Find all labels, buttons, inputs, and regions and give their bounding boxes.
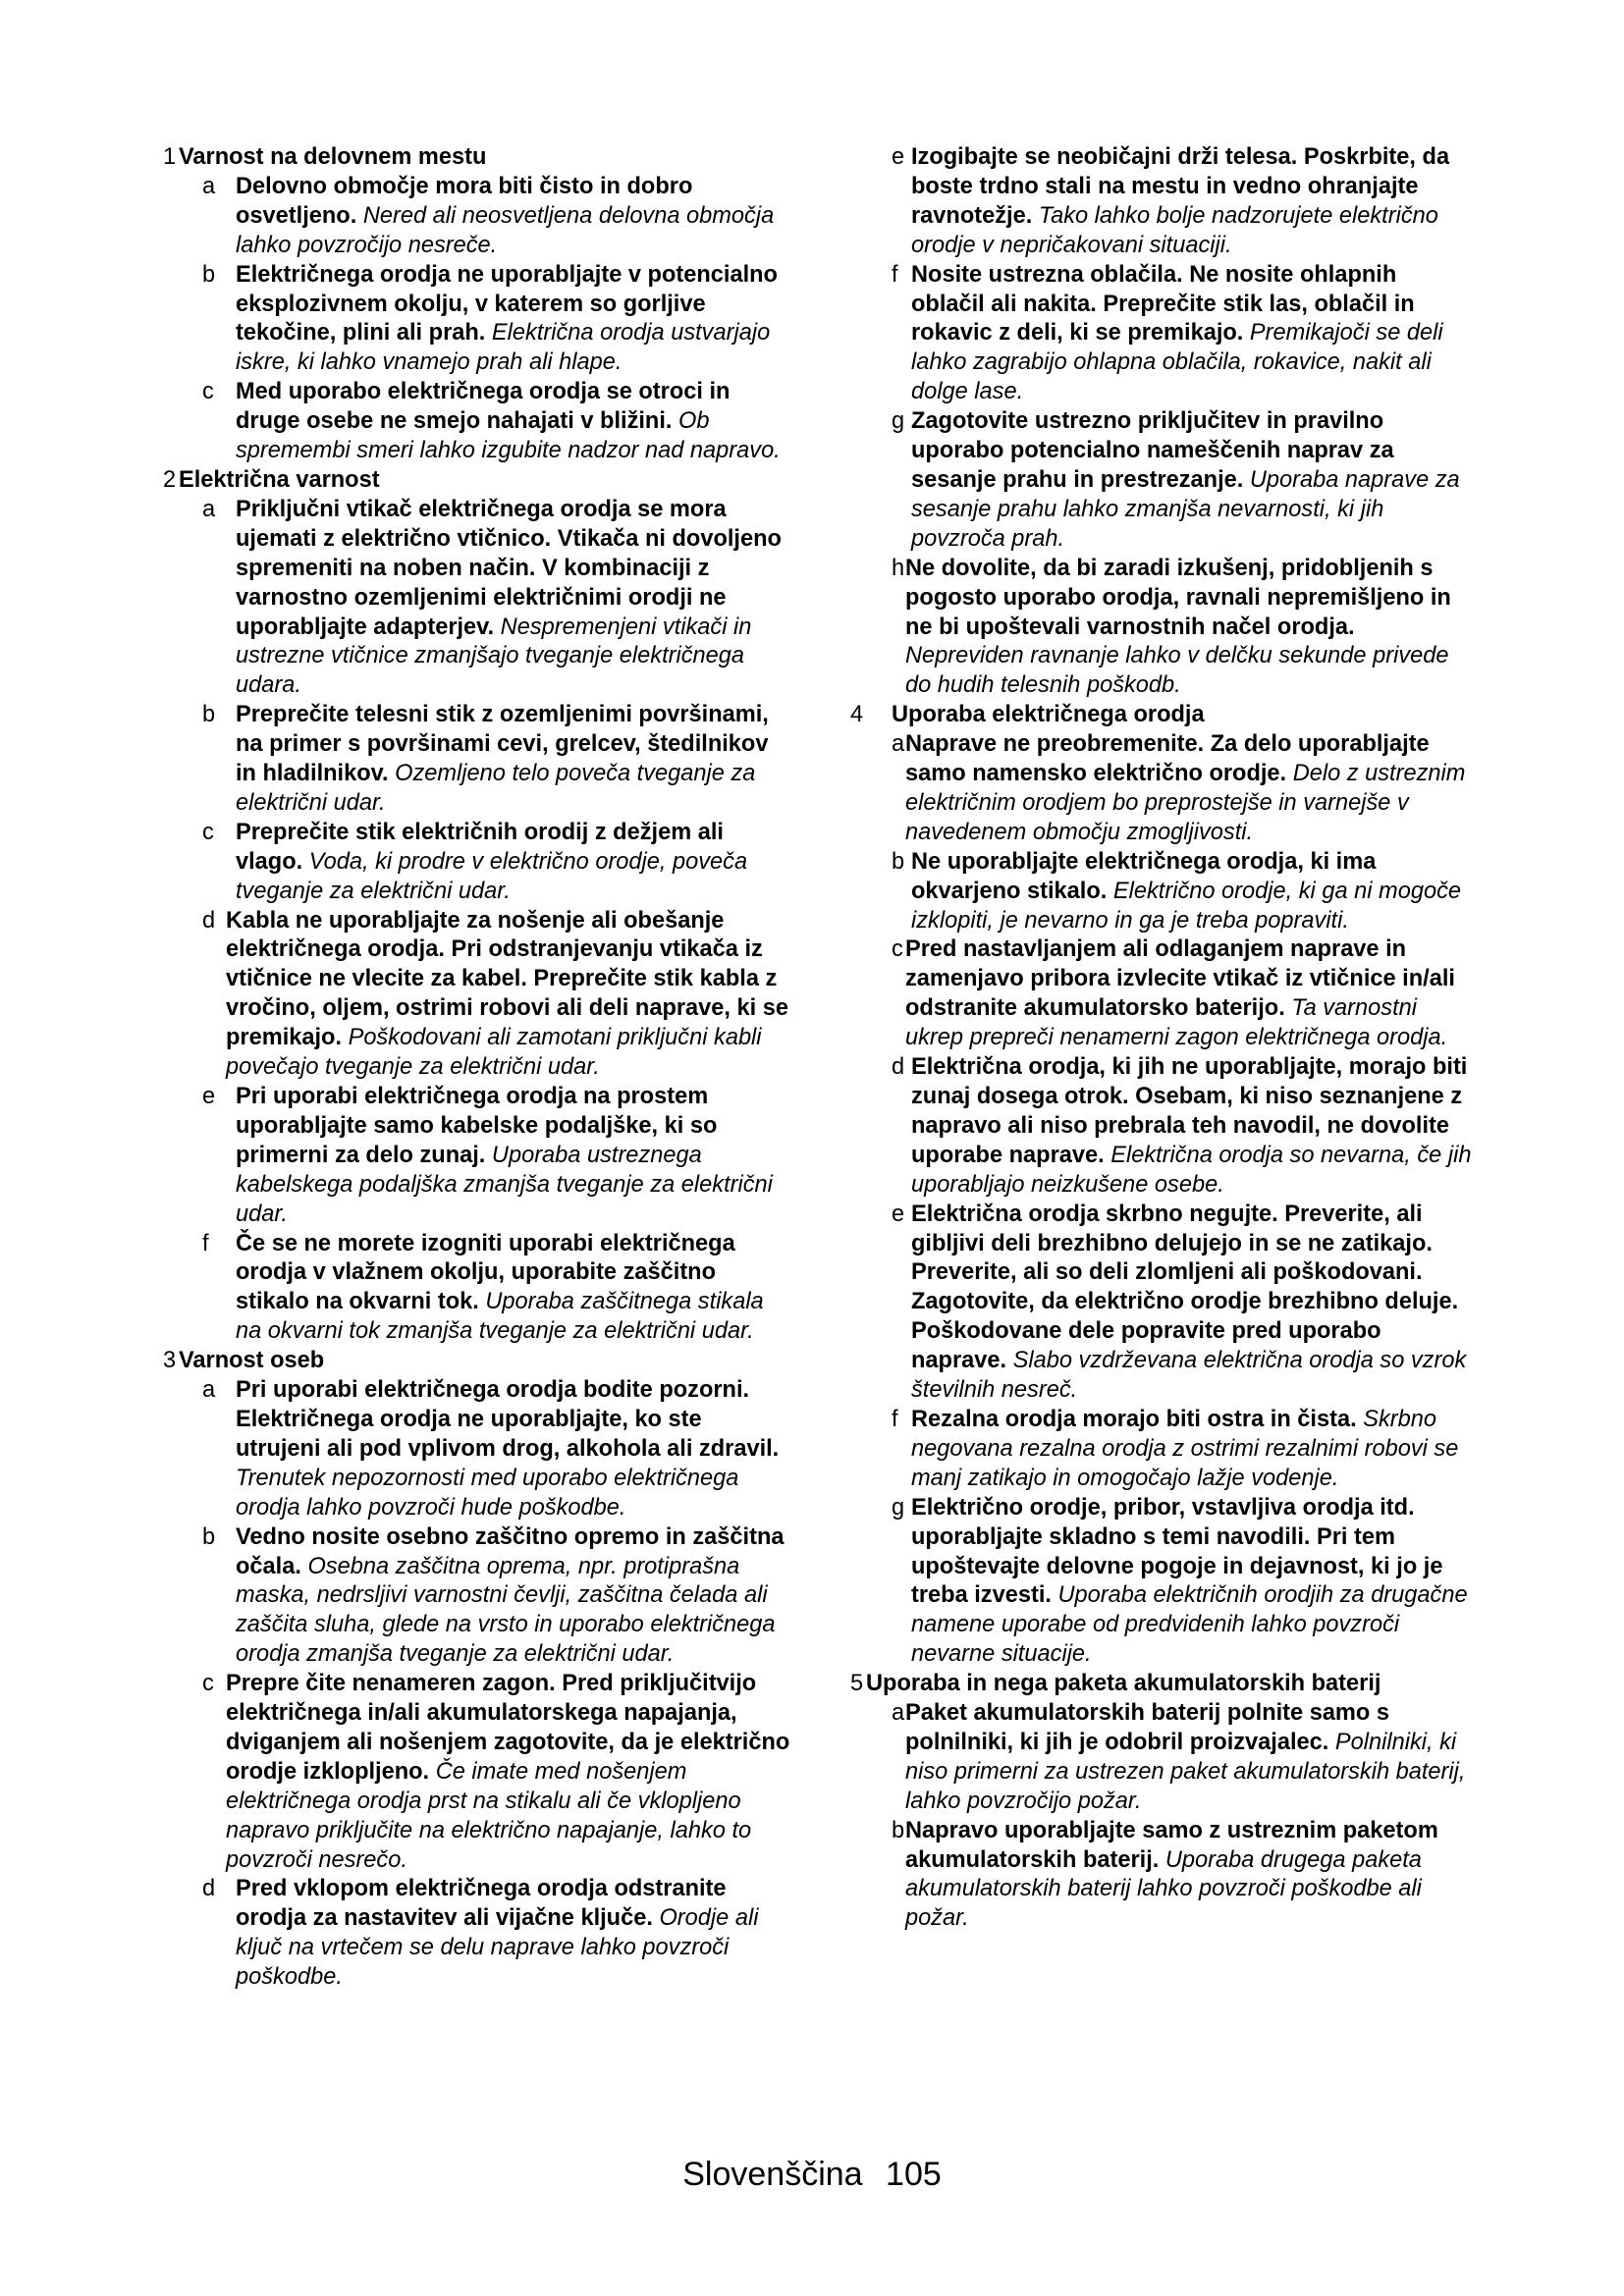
instruction-item [163,907,791,1083]
section-number: 3 [163,1348,177,1374]
section-5 [850,1670,1474,1934]
instruction-item [850,1699,1474,1817]
item-text [236,496,791,701]
item-letter: a [202,1377,216,1404]
item-instruction: Napravo uporabljajte samo z ustreznim paketom akumulatorskih baterij. [905,1817,1438,1873]
item-text [236,819,791,907]
item-explanation: Nepreviden ravnanje lahko v delčku sekunde privede do hudih telesnih poškodb. [905,643,1449,699]
section-cont [850,143,1474,701]
item-text [905,730,1474,848]
footer-page-number: 105 [886,2156,942,2193]
footer-language: Slovenščina [682,2156,863,2193]
item-instruction: Pri uporabi električnega orodja na prostem uporabljajte samo kabelske podaljške, ki so primerni za delo zunaj. [236,1084,718,1168]
item-explanation: Ta varnostni ukrep prepreči nenamerni zagon električnega orodja. [905,995,1448,1051]
item-explanation: Trenutek nepozornosti med uporabo električnega orodja lahko povzroči hude poškodbe. [236,1465,739,1521]
item-text [911,848,1474,936]
item-explanation: Slabo vzdrževana električna orodja so vzrok številnih nesreč. [911,1348,1467,1404]
item-text [236,173,791,261]
item-instruction: Rezalna orodja morajo biti ostra in čista. [911,1406,1357,1432]
section-number: 1 [163,144,177,170]
item-instruction: Če se ne morete izogniti uporabi električnega orodja v vlažnem okolju, uporabite zaščitno stikalo na okvarni tok. [236,1230,735,1315]
item-explanation: Nespremenjeni vtikači in ustrezne vtičnice zmanjšajo tveganje električnega udara. [236,614,752,699]
item-text [905,935,1474,1053]
item-text [226,907,791,1083]
item-letter: d [202,1876,216,1902]
item-explanation: Uporaba naprave za sesanje prahu lahko zmanjša nevarnosti, ki jih povzroča prah. [911,466,1460,552]
section-number: 5 [850,1671,864,1697]
item-instruction: Priključni vtikač električnega orodja se mora ujemati z električno vtičnico. Vtikača ni dovoljeno spremeniti na noben način. V kombinaciji z varnostno ozemljenimi električnimi orodji ne uporabljajte adapterjev. [236,496,782,640]
item-instruction: Kabla ne uporabljajte za nošenje ali obešanje električnega orodja. Pri odstranjevanju vtikača iz vtičnice ne vlecite za kabel. Preprečite stik kabla z vročino, oljem, ostrimi robovi ali deli naprave, ki se premikajo. [226,907,788,1051]
item-explanation: Uporaba električnih orodjih za drugačne namene uporabe od predvidenih lahko povzroči nevarne situacije. [911,1582,1468,1668]
item-letter: g [892,408,905,435]
item-letter: b [892,1817,905,1843]
item-text [236,1083,791,1230]
instruction-item [850,848,1474,936]
item-letter: g [892,1494,905,1521]
instruction-item [163,1083,791,1230]
item-instruction: Preprečite telesni stik z ozemljenimi površinami, na primer s površinami cevi, grelcev, štedilnikov in hladilnikov. [236,702,769,787]
item-letter: a [202,173,216,199]
instruction-item [850,1201,1474,1406]
item-text [236,261,791,379]
instruction-item [850,261,1474,408]
item-instruction: Zagotovite ustrezno priključitev in pravilno uporabo potencialno nameščenih naprav za sesanje prahu in prestrezanje. [911,408,1394,493]
item-letter: e [202,1084,216,1109]
section-title: Varnost oseb [179,1348,325,1374]
item-explanation: Osebna zaščitna oprema, npr. protiprašna maska, nedrsljivi varnostni čevlji, zaščitna čelada ali zaščita sluha, glede na vrsto in uporabo električnega orodja zmanjša tveganje za električni udar. [236,1553,776,1668]
item-instruction: Paket akumulatorskih baterij polnite samo s polnilniki, ki jih je odobril proizvajalec. [905,1700,1390,1755]
item-explanation: Ob spremembi smeri lahko izgubite nadzor nad napravo. [236,408,781,464]
item-text [911,1053,1474,1201]
page-footer [0,2156,1624,2194]
item-text [911,143,1474,261]
item-instruction: Nosite ustrezna oblačila. Ne nosite ohlapnih oblačil ali nakita. Preprečite stik las, oblačil in rokavic z deli, ki se premikajo. [911,261,1415,347]
instruction-item [850,730,1474,848]
item-explanation: Poškodovani ali zamotani priključni kabli povečajo tveganje za električni udar. [226,1025,762,1081]
instruction-item [163,496,791,701]
item-letter: a [202,496,216,522]
item-letter: d [202,907,216,934]
item-letter: f [892,261,898,288]
item-letter: b [202,261,216,288]
item-letter: f [202,1230,209,1256]
instruction-item [163,1230,791,1348]
instruction-item [163,1875,791,1993]
instruction-item [850,1406,1474,1494]
item-text [905,555,1474,702]
section-number: 4 [850,702,864,728]
item-instruction: Električno orodje, pribor, vstavljiva orodja itd. uporabljajte skladno s temi navodili. Pri tem upoštevajte delovne pogoje in dejavnost, ki jo je treba izvesti. [911,1494,1443,1609]
item-instruction: Električna orodja, ki jih ne uporabljajte, morajo biti zunaj dosega otrok. Osebam, ki niso seznanjene z napravo ali niso prebrala teh navodil, ne dovolite uporabe naprave. [911,1054,1468,1168]
section-title: Uporaba električnega orodja [892,702,1205,728]
item-explanation: Če imate med nošenjem električnega orodja prst na stikalu ali če vklopljeno napravo priključite na električno napajanje, lahko to povzroči nesrečo. [226,1758,752,1873]
item-explanation: Električna orodja ustvarjajo iskre, ki lahko vnamejo prah ali hlape. [236,320,771,376]
item-explanation: Orodje ali ključ na vrtečem se delu naprave lahko povzroči poškodbe. [236,1905,759,1991]
item-text [911,407,1474,555]
item-letter: a [892,1700,905,1727]
item-letter: h [892,555,905,581]
section-title: Električna varnost [179,466,380,493]
item-text [236,1230,791,1348]
item-text [911,261,1474,408]
item-text [905,1817,1474,1935]
section-heading [163,143,791,173]
instruction-item [850,1494,1474,1670]
instruction-item [163,378,791,466]
item-explanation: Tako lahko bolje nadzorujete električno orodje v nepričakovani situaciji. [911,202,1438,258]
item-letter: a [892,731,905,758]
item-instruction: Preprečite stik električnih orodij z dežjem ali vlago. [236,819,724,875]
section-title: Uporaba in nega paketa akumulatorskih baterij [866,1671,1381,1697]
item-instruction: Vedno nosite osebno zaščitno opremo in zaščitna očala. [236,1523,785,1579]
left-column [163,143,791,1993]
section-1 [163,143,791,466]
section-3 [163,1347,791,1993]
item-letter: b [202,1523,216,1550]
section-heading [163,466,791,496]
item-text [236,1875,791,1993]
item-letter: b [202,702,216,728]
item-letter: b [892,848,905,875]
item-instruction: Prepre čite nenameren zagon. Pred priključitvijo električnega in/ali akumulatorskega napajanja, dviganjem ali nošenjem zagotovite, da je električno orodje izklopljeno. [226,1671,790,1785]
item-instruction: Pred nastavljanjem ali odlaganjem naprave in zamenjavo pribora izvlecite vtikač iz vtičnice in/ali odstranite akumulatorsko baterijo. [905,936,1455,1022]
item-letter: f [892,1406,898,1432]
instruction-item [850,555,1474,702]
item-instruction: Med uporabo električnega orodja se otroci in druge osebe ne smejo nahajati v bližini. [236,379,731,435]
item-instruction: Ne uporabljajte električnega orodja, ki ima okvarjeno stikalo. [911,848,1377,904]
item-explanation: Ozemljeno telo poveča tveganje za električni udar. [236,761,756,816]
instruction-item [850,407,1474,555]
item-explanation: Premikajoči se deli lahko zagrabijo ohlapna oblačila, rokavice, nakit ali dolge lase. [911,320,1443,405]
instruction-item [850,1817,1474,1935]
item-text [236,701,791,819]
item-instruction: Naprave ne preobremenite. Za delo uporabljajte samo namensko električno orodje. [905,731,1430,787]
right-column [850,143,1474,1934]
section-heading [163,1347,791,1376]
item-instruction: Izogibajte se neobičajni drži telesa. Poskrbite, da boste trdno stali na mestu in vedno ohranjajte ravnotežje. [911,144,1450,229]
instruction-item [163,1523,791,1671]
item-instruction: Električnega orodja ne uporabljajte v potencialno eksplozivnem okolju, v katerem so gorljive tekočine, plini ali prah. [236,261,778,347]
item-explanation: Električna orodja so nevarna, če jih uporabljajo neizkušene osebe. [911,1142,1472,1198]
section-4 [850,701,1474,1670]
item-text [236,378,791,466]
item-text [236,1376,791,1523]
instruction-item [850,935,1474,1053]
item-instruction: Pri uporabi električnega orodja bodite pozorni. Električnega orodja ne uporabljajte, ko ste utrujeni ali pod vplivom drog, alkohola ali zdravil. [236,1377,780,1462]
item-letter: c [202,1671,214,1697]
instruction-item [163,1670,791,1875]
item-letter: c [892,936,903,963]
item-text [226,1670,791,1875]
item-explanation: Električno orodje, ki ga ni mogoče izklopiti, je nevarno in ga je treba popraviti. [911,878,1461,934]
instruction-item [163,261,791,379]
item-letter: e [892,144,905,170]
item-instruction: Pred vklopom električnega orodja odstranite orodja za nastavitev ali vijačne ključe. [236,1876,727,1932]
item-letter: c [202,379,214,405]
item-instruction: Delovno območje mora biti čisto in dobro osvetljeno. [236,173,693,229]
item-explanation: Nered ali neosvetljena delovna območja lahko povzročijo nesreče. [236,202,775,258]
item-explanation: Uporaba ustreznega kabelskega podaljška zmanjša tveganje za električni udar. [236,1142,773,1227]
instruction-item [163,1376,791,1523]
item-text [905,1699,1474,1817]
instruction-item [163,819,791,907]
item-letter: e [892,1201,905,1227]
item-text [911,1201,1474,1406]
item-letter: d [892,1054,905,1081]
item-text [236,1523,791,1671]
instruction-item [163,701,791,819]
item-instruction: Ne dovolite, da bi zaradi izkušenj, pridobljenih s pogosto uporabo orodja, ravnali nepremišljeno in ne bi upoštevali varnostnih načel orodja. [905,555,1451,640]
item-letter: c [202,819,214,845]
instruction-item [850,1053,1474,1201]
item-explanation: Uporaba zaščitnega stikala na okvarni tok zmanjša tveganje za električni udar. [236,1289,764,1345]
section-heading [850,1670,1474,1699]
item-explanation: Delo z ustreznim električnim orodjem bo preprostejše in varnejše v navedenem območju zmogljivosti. [905,761,1466,845]
item-explanation: Polnilniki, ki niso primerni za ustrezen paket akumulatorskih baterij, lahko povzročijo požar. [905,1729,1466,1814]
instruction-item [850,143,1474,261]
item-instruction: Električna orodja skrbno negujte. Preverite, ali gibljivi deli brezhibno delujejo in se ne zatikajo. Preverite, ali so deli zlomljeni ali poškodovani. Zagotovite, da električno orodje brezhibno deluje. Poškodovane dele popravite pred uporabo naprave. [911,1201,1459,1374]
section-heading [850,701,1474,730]
item-explanation: Voda, ki prodre v električno orodje, poveča tveganje za električni udar. [236,848,748,904]
item-explanation: Uporaba drugega paketa akumulatorskih baterij lahko povzroči poškodbe ali požar. [905,1846,1422,1932]
section-title: Varnost na delovnem mestu [179,144,487,170]
item-text [911,1494,1474,1670]
item-explanation: Skrbno negovana rezalna orodja z ostrimi rezalnimi robovi se manj zatikajo in omogočajo lažje vodenje. [911,1406,1459,1491]
section-number: 2 [163,466,177,493]
section-2 [163,466,791,1347]
item-text [911,1406,1474,1494]
instruction-item [163,173,791,261]
